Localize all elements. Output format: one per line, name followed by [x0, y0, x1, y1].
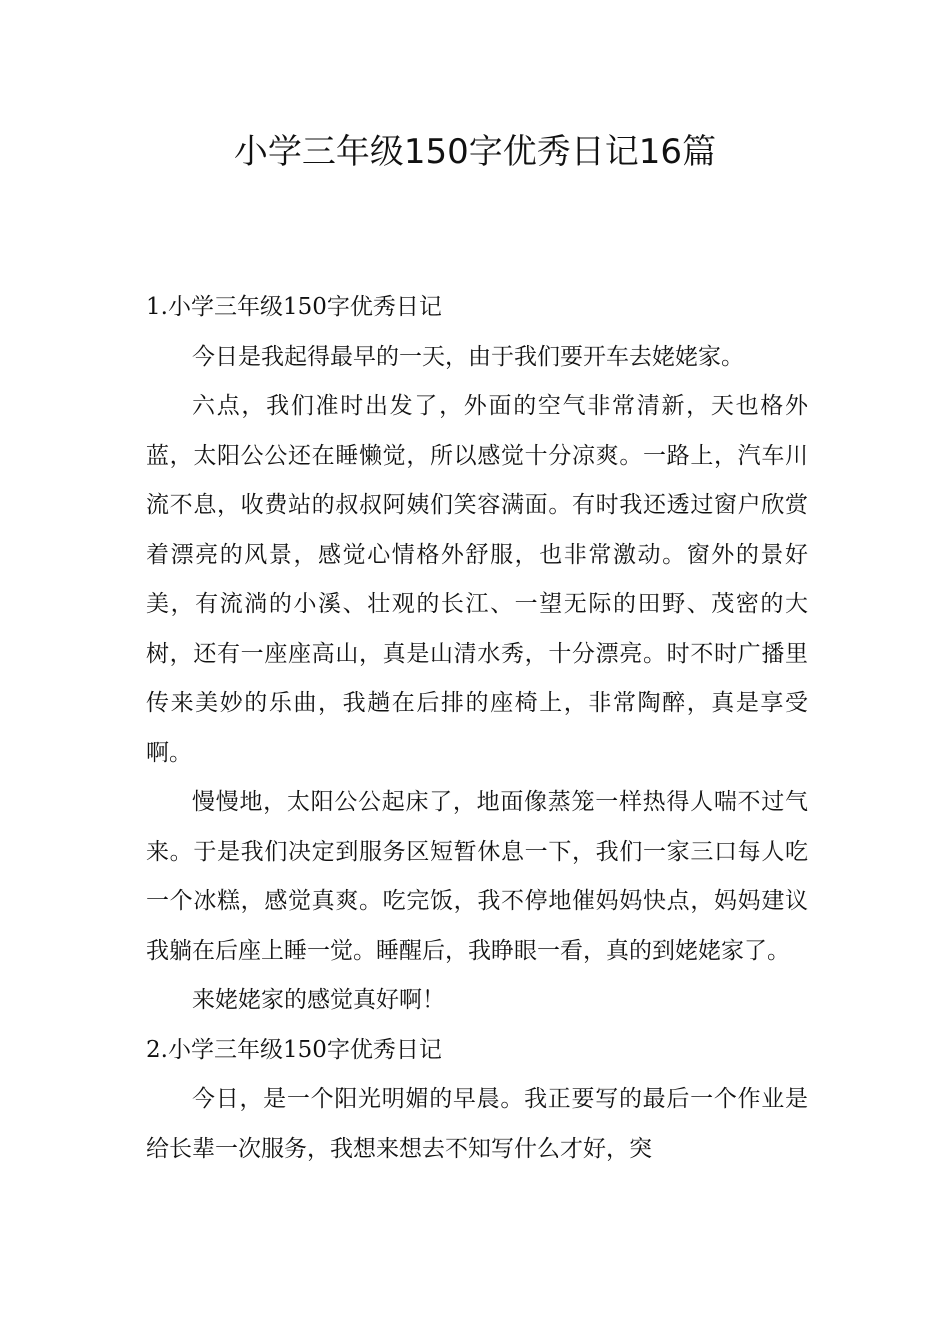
paragraph: 慢慢地，太阳公公起床了，地面像蒸笼一样热得人喘不过气来。于是我们决定到服务区短暂休息一下，我们一家三口每人吃一个冰糕，感觉真爽。吃完饭，我不停地催妈妈快点，妈妈建议我躺在后座上睡一觉。睡醒后，我睁眼一看，真的到姥姥家了。	[146, 789, 808, 964]
document-body	[146, 283, 808, 1174]
document-title: 小学三年级150字优秀日记16篇	[233, 132, 717, 172]
paragraph: 来姥姥家的感觉真好啊！	[192, 987, 445, 1013]
paragraph: 今日，是一个阳光明媚的早晨。我正要写的最后一个作业是给长辈一次服务，我想来想去不知写什么才好，突	[146, 1086, 808, 1162]
section-heading: 2.小学三年级150字优秀日记	[146, 1036, 442, 1063]
paragraph: 今日是我起得最早的一天，由于我们要开车去姥姥家。	[192, 343, 744, 370]
paragraph: 六点，我们准时出发了，外面的空气非常清新，天也格外蓝，太阳公公还在睡懒觉，所以感觉十分凉爽。一路上，汽车川流不息，收费站的叔叔阿姨们笑容满面。有时我还透过窗户欣赏着漂亮的风景，感觉心情格外舒服，也非常激动。窗外的景好美，有流淌的小溪、壮观的长江、一望无际的田野、茂密的大树，还有一座座高山，真是山清水秀，十分漂亮。时不时广播里传来美妙的乐曲，我趟在后排的座椅上，非常陶醉，真是享受啊。	[146, 393, 808, 766]
section-heading: 1.小学三年级150字优秀日记	[146, 294, 442, 320]
